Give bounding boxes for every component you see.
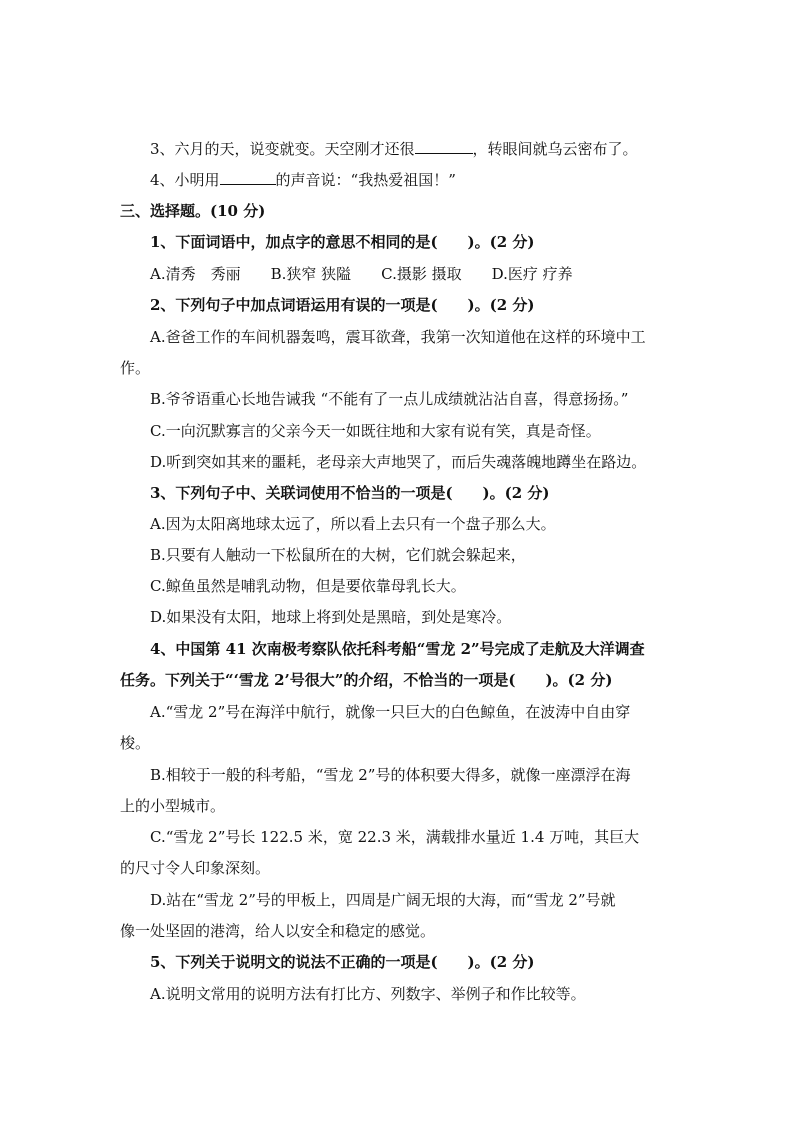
question-4-option-a-cont: 梭。 bbox=[120, 734, 151, 752]
question-2-option-c: C.一向沉默寡言的父亲今天一如既往地和大家有说有笑，真是奇怪。 bbox=[150, 422, 601, 440]
question-4-text-before: 4、小明用 bbox=[150, 171, 220, 189]
question-2: 2、下列句子中加点词语运用有误的一项是( )。(2 分) bbox=[150, 296, 535, 314]
question-1: 1、下面词语中，加点字的意思不相同的是( )。(2 分) bbox=[150, 233, 535, 251]
section-heading: 三、选择题。(10 分) bbox=[120, 202, 266, 220]
question-3-option-d: D.如果没有太阳，地球上将到处是黑暗，到处是寒冷。 bbox=[150, 608, 512, 626]
question-3: 3、下列句子中、关联词使用不恰当的一项是( )。(2 分) bbox=[150, 484, 550, 502]
fill-blank-question-3 bbox=[150, 139, 730, 159]
question-4-option-c-cont: 的尺寸令人印象深刻。 bbox=[120, 859, 271, 877]
question-4: 4、中国第 41 次南极考察队依托科考船“雪龙 2”号完成了走航及大洋调查 bbox=[150, 640, 645, 658]
question-3-text-before: 3、六月的天，说变就变。天空刚才还很 bbox=[150, 140, 415, 158]
answer-blank bbox=[220, 170, 276, 185]
question-4-option-b-cont: 上的小型城市。 bbox=[120, 797, 226, 815]
question-2-option-a: A.爸爸工作的车间机器轰鸣，震耳欲聋，我第一次知道他在这样的环境中工 bbox=[150, 328, 646, 346]
question-4-option-b: B.相较于一般的科考船，“雪龙 2”号的体积要大得多，就像一座漂浮在海 bbox=[150, 766, 631, 784]
question-2-option-b: B.爷爷语重心长地告诫我 “不能有了一点儿成绩就沾沾自喜，得意扬扬。” bbox=[150, 390, 629, 408]
question-1-options: A.清秀 秀丽 B.狭窄 狭隘 C.摄影 摄取 D.医疗 疗养 bbox=[150, 265, 573, 283]
question-4-text-after: 的声音说：“我热爱祖国！” bbox=[275, 171, 456, 189]
question-4-option-d-cont: 像一处坚固的港湾，给人以安全和稳定的感觉。 bbox=[120, 922, 436, 940]
question-3-option-b: B.只要有人触动一下松鼠所在的大树，它们就会躲起来， bbox=[150, 546, 526, 564]
question-3-text-after: ，转眼间就乌云密布了。 bbox=[472, 140, 638, 158]
fill-blank-question-4 bbox=[150, 170, 730, 190]
question-5-option-a: A.说明文常用的说明方法有打比方、列数字、举例子和作比较等。 bbox=[150, 985, 586, 1003]
question-4-cont: 任务。下列关于“‘雪龙 2’号很大”的介绍，不恰当的一项是( )。(2 分) bbox=[120, 671, 613, 689]
question-4-option-a: A.“雪龙 2”号在海洋中航行，就像一只巨大的白色鲸鱼，在波涛中自由穿 bbox=[150, 703, 631, 721]
answer-blank bbox=[415, 139, 473, 154]
question-3-option-a: A.因为太阳离地球太远了，所以看上去只有一个盘子那么大。 bbox=[150, 515, 556, 533]
question-4-option-d: D.站在“雪龙 2”号的甲板上，四周是广阔无垠的大海，而“雪龙 2”号就 bbox=[150, 891, 616, 909]
question-5: 5、下列关于说明文的说法不正确的一项是( )。(2 分) bbox=[150, 953, 535, 971]
question-3-option-c: C.鲸鱼虽然是哺乳动物，但是要依靠母乳长大。 bbox=[150, 577, 466, 595]
question-2-option-d: D.听到突如其来的噩耗，老母亲大声地哭了，而后失魂落魄地蹲坐在路边。 bbox=[150, 453, 647, 471]
question-2-option-a-cont: 作。 bbox=[120, 359, 151, 377]
question-4-option-c: C.“雪龙 2”号长 122.5 米，宽 22.3 米，满载排水量近 1.4 万吨，其巨大 bbox=[150, 828, 640, 846]
